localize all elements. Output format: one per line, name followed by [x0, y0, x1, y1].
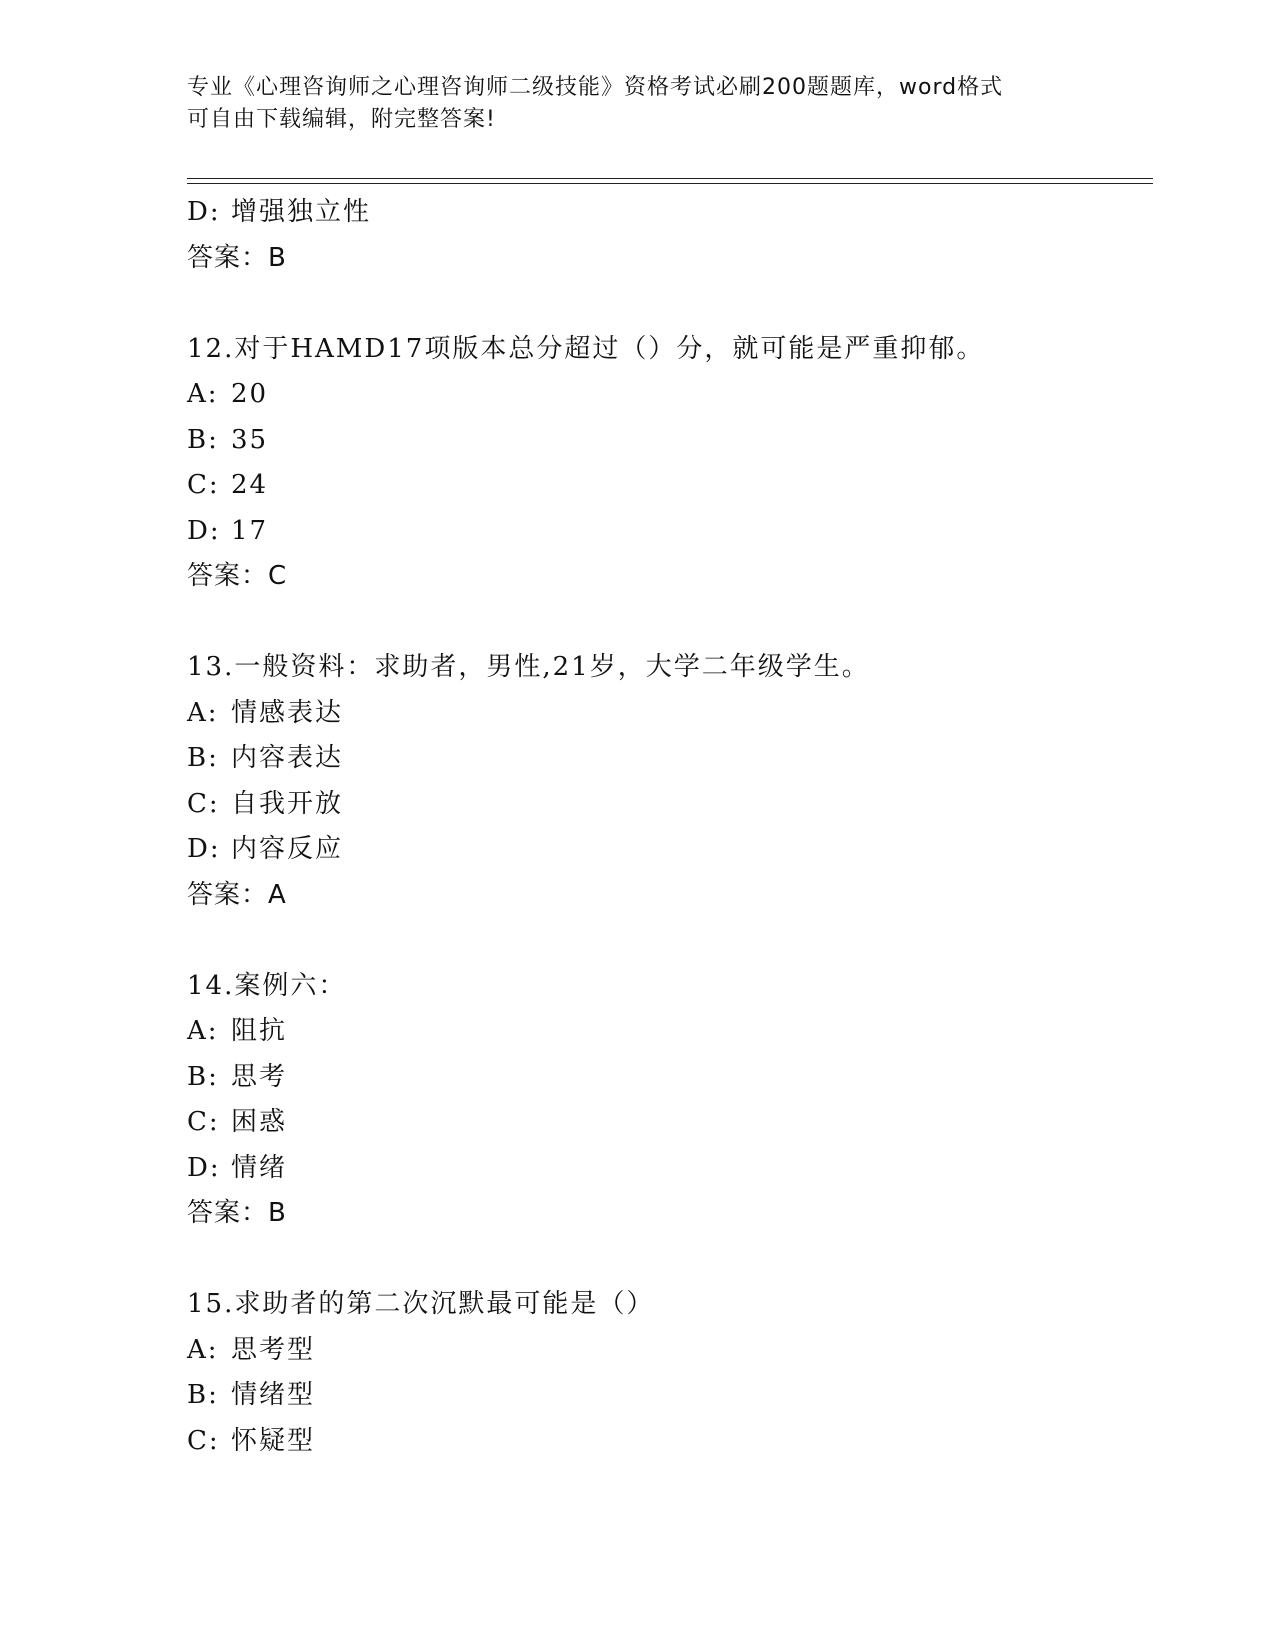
question-list [187, 190, 1153, 1464]
option-text: 内容表达 [231, 743, 344, 773]
option-b [187, 1055, 1153, 1101]
option-text: 35 [231, 424, 269, 455]
option-label: C: [187, 788, 220, 819]
option-c [187, 1100, 1153, 1146]
answer-line: 答案：B [187, 1198, 287, 1228]
option-label: B: [187, 424, 219, 455]
option-label: D: [187, 834, 221, 864]
option-text: 情绪 [231, 1152, 288, 1183]
header-title-line-1: 专业《心理咨询师之心理咨询师二级技能》资格考试必刷200题题库，word格式 [187, 75, 1004, 100]
option-c [187, 782, 1153, 828]
option-d [187, 827, 1153, 873]
option-a [187, 691, 1153, 737]
option-label: C: [187, 470, 220, 500]
option-label: A: [187, 697, 219, 728]
option-text: 自我开放 [231, 788, 344, 819]
option-label: B: [187, 1061, 219, 1092]
option-text: 24 [231, 470, 269, 500]
option-text: 内容反应 [231, 834, 344, 864]
spacer [187, 918, 1153, 964]
option-text: 思考型 [231, 1334, 316, 1365]
option-label: D: [187, 197, 221, 227]
answer-line: 答案：A [187, 879, 287, 910]
option-text: 情感表达 [231, 697, 344, 728]
option-label: A: [187, 1334, 219, 1365]
header-divider-top [187, 178, 1153, 179]
question-stem: 13.一般资料：求助者，男性,21岁，大学二年级学生。 [187, 652, 870, 682]
option-b [187, 418, 1153, 464]
option-b [187, 1373, 1153, 1419]
question-stem: 15.求助者的第二次沉默最可能是（） [187, 1289, 655, 1319]
option-text: 增强独立性 [231, 197, 372, 227]
header-title-line-2: 可自由下载编辑，附完整答案! [187, 107, 496, 132]
option-text: 怀疑型 [231, 1425, 316, 1456]
document-header [187, 72, 1087, 136]
option-c [187, 1419, 1153, 1465]
option-a [187, 1009, 1153, 1055]
option-label: B: [187, 743, 219, 773]
spacer [187, 1237, 1153, 1283]
option-label: B: [187, 1380, 219, 1410]
option-label: C: [187, 1107, 220, 1137]
option-label: C: [187, 1425, 220, 1456]
option-label: A: [187, 1016, 219, 1046]
question-stem: 12.对于HAMD17项版本总分超过（）分，就可能是严重抑郁。 [187, 333, 985, 364]
option-a [187, 372, 1153, 418]
spacer [187, 600, 1153, 646]
option-d [187, 1146, 1153, 1192]
option-label: D: [187, 515, 221, 546]
option-b [187, 736, 1153, 782]
option-text: 17 [231, 515, 269, 546]
option-d [187, 509, 1153, 555]
header-divider-bottom [187, 183, 1153, 184]
answer-line: 答案：C [187, 561, 288, 591]
q11-option-d [187, 190, 1153, 236]
spacer [187, 281, 1153, 327]
option-text: 20 [231, 379, 269, 409]
question-stem: 14.案例六： [187, 970, 347, 1001]
option-text: 思考 [231, 1061, 288, 1092]
option-text: 困惑 [231, 1107, 288, 1137]
option-text: 情绪型 [231, 1380, 316, 1410]
option-label: D: [187, 1152, 221, 1183]
option-label: A: [187, 379, 219, 409]
option-c [187, 463, 1153, 509]
q11-answer: 答案：B [187, 242, 287, 273]
option-text: 阻抗 [231, 1016, 288, 1046]
option-a [187, 1328, 1153, 1374]
